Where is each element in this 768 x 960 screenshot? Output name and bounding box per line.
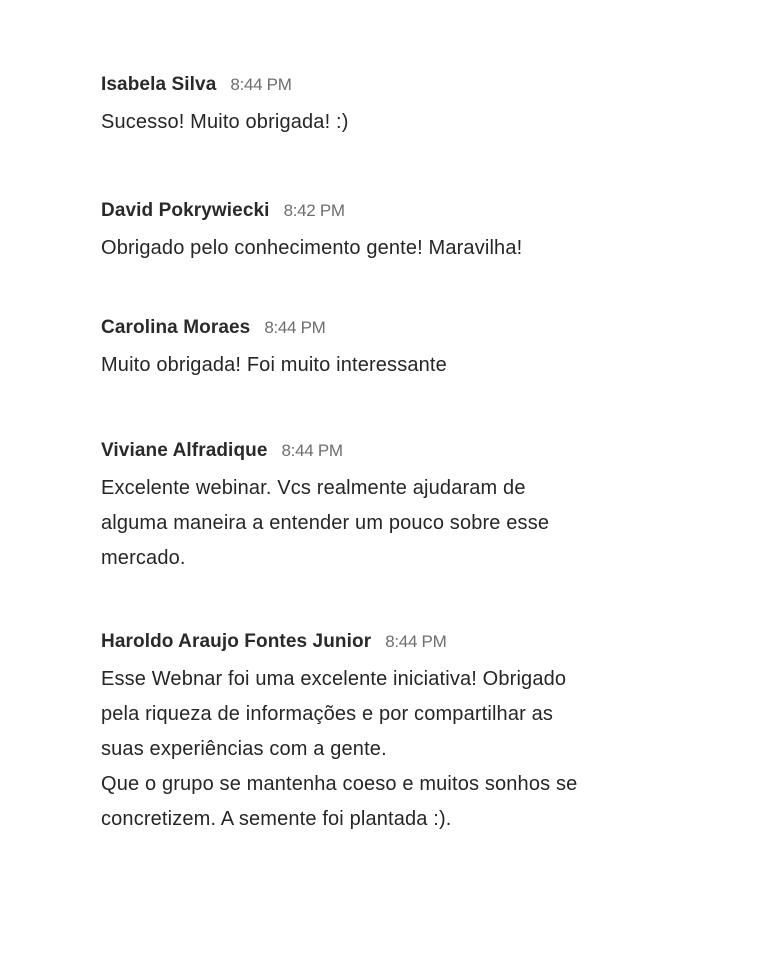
message-text	[101, 348, 701, 383]
message-timestamp: 8:44 PM	[281, 441, 343, 460]
message-header	[101, 630, 701, 654]
message-timestamp: 8:42 PM	[283, 201, 345, 220]
message-header	[101, 316, 701, 340]
message-text	[101, 662, 701, 837]
message-line: mercado.	[101, 547, 186, 569]
message-text	[101, 231, 701, 266]
message-text	[101, 471, 701, 576]
message-line: Que o grupo se mantenha coeso e muitos sonhos se	[101, 773, 578, 795]
chat-message	[101, 439, 701, 576]
message-author: Carolina Moraes	[101, 317, 251, 338]
chat-message	[101, 73, 701, 140]
message-line: alguma maneira a entender um pouco sobre esse	[101, 512, 550, 534]
message-line: suas experiências com a gente.	[101, 738, 387, 760]
message-line: Esse Webnar foi uma excelente iniciativa! Obrigado	[101, 668, 567, 690]
message-author: Viviane Alfradique	[101, 440, 268, 461]
message-line: Excelente webinar. Vcs realmente ajudaram de	[101, 477, 526, 499]
message-header	[101, 199, 701, 223]
message-author: Isabela Silva	[101, 74, 217, 95]
message-timestamp: 8:44 PM	[230, 75, 292, 94]
message-line: Sucesso! Muito obrigada! :)	[101, 111, 349, 133]
message-line: pela riqueza de informações e por compartilhar as	[101, 703, 554, 725]
message-timestamp: 8:44 PM	[385, 632, 447, 651]
message-line: concretizem. A semente foi plantada :).	[101, 808, 452, 830]
chat-message	[101, 630, 701, 837]
message-line: Muito obrigada! Foi muito interessante	[101, 354, 447, 376]
message-header	[101, 439, 701, 463]
message-header	[101, 73, 701, 97]
message-author: David Pokrywiecki	[101, 200, 270, 221]
message-author: Haroldo Araujo Fontes Junior	[101, 631, 372, 652]
chat-message	[101, 316, 701, 383]
message-line: Obrigado pelo conhecimento gente! Maravilha!	[101, 237, 523, 259]
chat-message	[101, 199, 701, 266]
message-timestamp: 8:44 PM	[264, 318, 326, 337]
message-text	[101, 105, 701, 140]
